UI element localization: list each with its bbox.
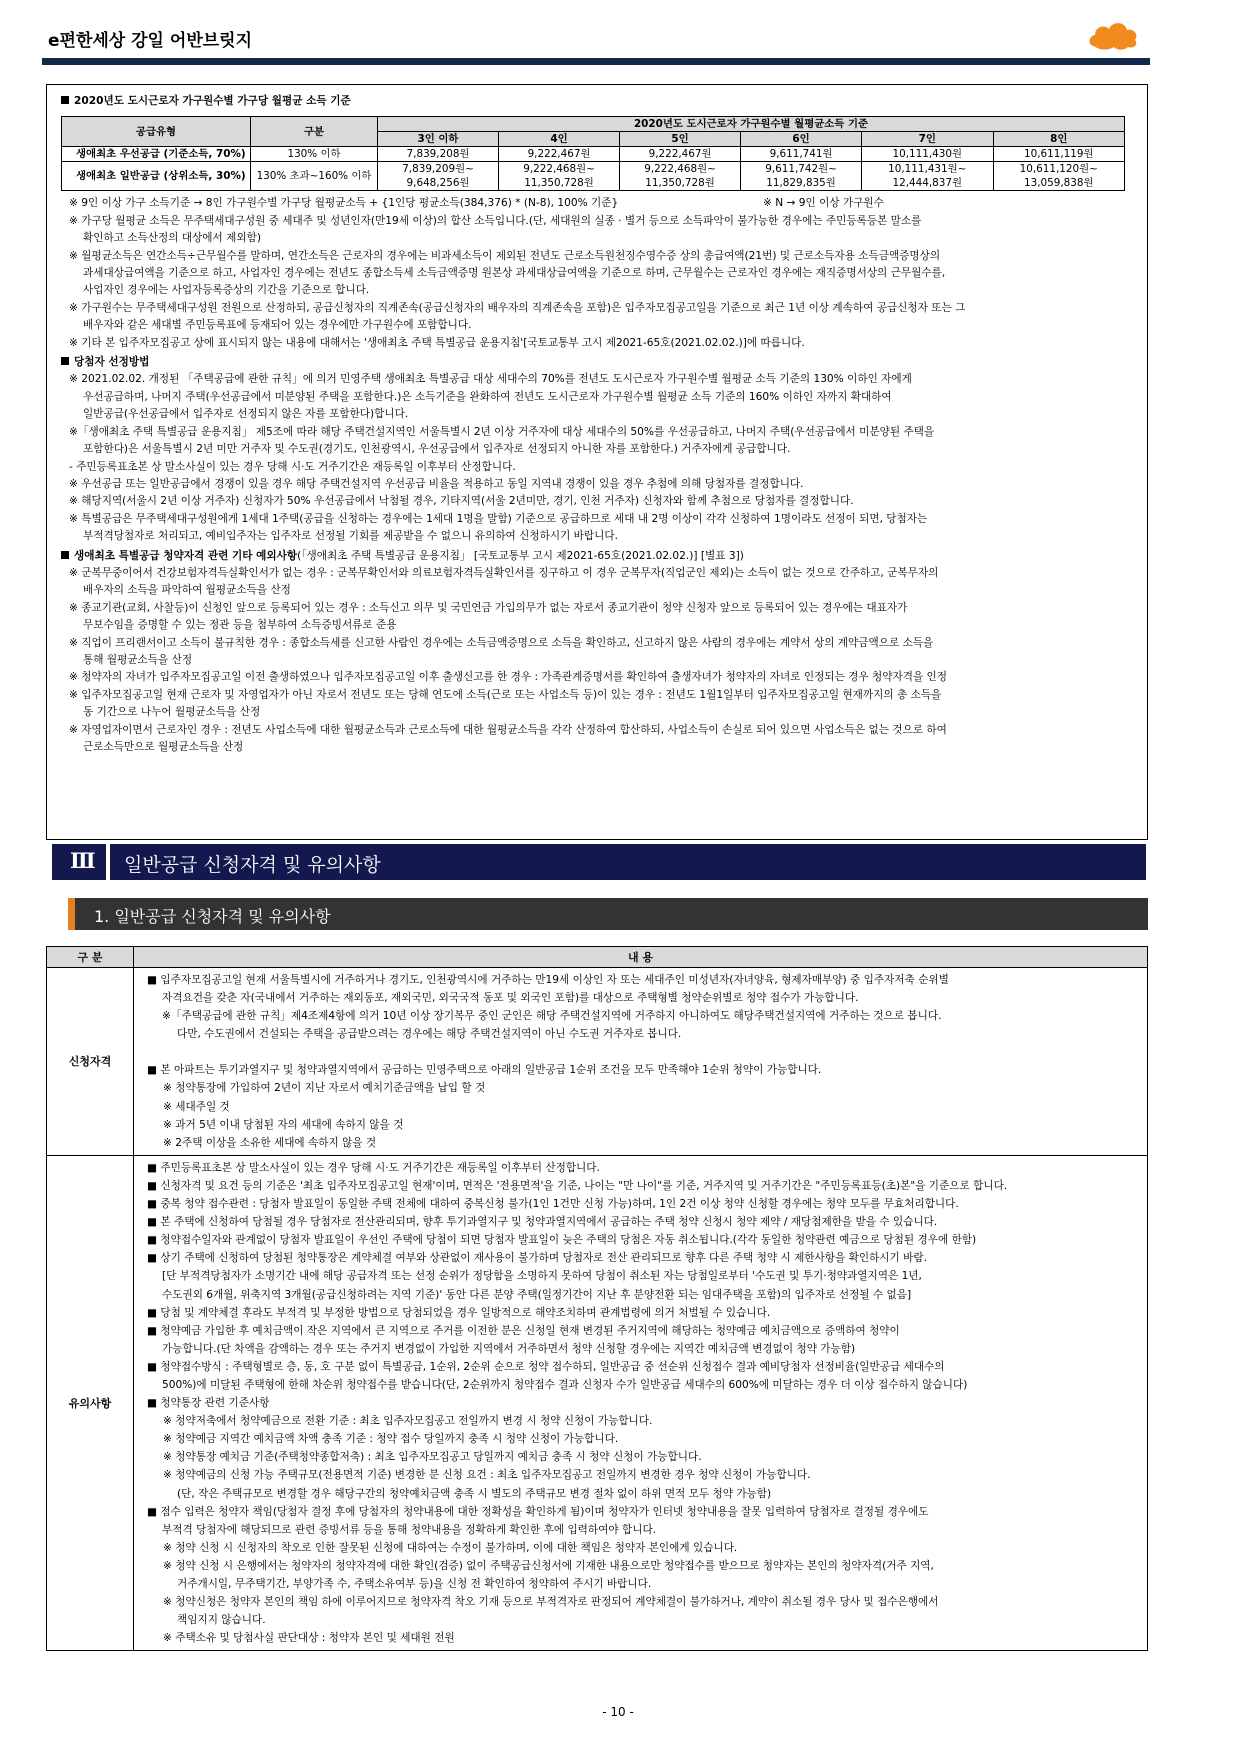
exception-line: 동 기간으로 나누어 월평균소득을 산정 [83,706,261,719]
exception-line: 근로소득만으로 월평균소득을 산정 [83,741,244,753]
qualify-line: ■ 본 아파트는 투기과열지구 및 청약과열지역에서 공급하는 민영주택으로 아래의 일반공급 1순위 조건을 모두 만족해야 1순위 청약이 가능합니다. [147,1064,822,1077]
winner-line: 부적격당첨자로 처리되고, 예비입주자는 입주자로 선정될 기회를 제공받을 수 없으니 유의하여 신청하시기 바랍니다. [83,530,618,543]
caution-line: ■ 주민등록표초본 상 말소사실이 있는 경우 당해 시·도 거주기간은 재등록일 이후부터 산정합니다. [147,1161,600,1174]
qualify-line: ※ 2주택 이상을 소유한 세대에 속하지 않을 것 [163,1136,377,1149]
exception-line: ※ 청약자의 자녀가 입주자모집공고일 이전 출생하였으나 입주자모집공고일 이후 출생신고를 한 경우 : 가족관계증명서를 확인하여 출생자녀가 청약자의 자녀로 인정되는 경우 청약자격을 인정 [69,671,948,684]
income-size-header: 8인 [993,132,1124,147]
income-size-header: 3인 이하 [378,132,499,147]
table-row-caution [47,1155,1148,1651]
caution-line: ■ 신청자격 및 요건 등의 기준은 '최초 입주자모집공고일 현재'이며, 면적은 '전용면적'을 기준, 나이는 "만 나이"를 기준, 거주지역 및 거주기간은 "주민등록표등(초)본"을 기준으로 합니다. [147,1179,1008,1192]
income-col-group: 2020년도 도시근로자 가구원수별 월평균소득 기준 [378,117,1125,132]
exception-line: ※ 종교기관(교회, 사찰등)이 신청인 앞으로 등록되어 있는 경우 : 소득신고 의무 및 국민연금 가입의무가 없는 자로서 종교기관이 청약 신청자 앞으로 등록되어 있는 경우에는 대표자가 [69,601,908,614]
document-header-title: e편한세상 강일 어반브릿지 [48,31,253,51]
caution-line: ※ 청약신청은 청약자 본인의 책임 하에 이루어지므로 청약자격 착오 기재 등으로 부적격자로 판정되어 계약체결이 불가하거나, 계약이 취소될 경우 당사 및 접수은행에서 [163,1596,939,1609]
income-size-header: 6인 [741,132,862,147]
page-number: - 10 - [602,1705,634,1719]
caution-line: ※ 청약예금의 신청 가능 주택규모(전용면적 기준) 변경한 분 신청 요건 : 최초 입주자모집공고 전일까지 변경한 경우 청약 신청이 가능합니다. [163,1469,811,1482]
caution-line: ■ 청약예금 가입한 후 예치금액이 작은 지역에서 큰 지역으로 주거를 이전한 분은 신청일 현재 변경된 주거지역에 해당하는 청약예금 예치금액으로 증액하여 청약이 [147,1324,900,1337]
winner-section-title: 당첨자 선정방법 [61,354,1133,371]
income-note: ※ 가구원수는 무주택세대구성원 전원으로 산정하되, 공급신청자의 직계존속(공급신청자의 배우자의 직계존속을 포함)은 입주자모집공고일을 기준으로 최근 1년 이상 계속하여 공급신청자 또는 그 [69,301,966,314]
caution-line: ※ 청약예금 지역간 예치금액 차액 충족 기준 : 청약 접수 당일까지 충족 시 청약 신청이 가능합니다. [163,1433,619,1446]
qualify-label: 신청자격 [47,968,134,1156]
caution-line: 책임지지 않습니다. [177,1614,266,1627]
income-size-header: 5인 [620,132,741,147]
income-row-div: 130% 이하 [251,147,378,162]
income-note-cont: 사업자인 경우에는 사업자등록증상의 기간을 기준으로 합니다. [83,284,370,297]
qualify-line: 다만, 수도권에서 건설되는 주택을 공급받으려는 경우에는 해당 주택건설지역이 아닌 수도권 거주자로 봅니다. [177,1028,682,1041]
caution-line: 500%)에 미달된 주택형에 한해 차순위 청약접수를 받습니다(단, 2순위까지 청약접수 결과 신청자 수가 일반공급 세대수의 600%에 미달하는 경우 더 이상 접수하지 않습니다) [162,1378,968,1391]
caution-content [135,1157,1146,1650]
winner-line: ※「생애최초 주택 특별공급 운용지침」 제5조에 따라 해당 주택건설지역인 서울특별시 2년 이상 거주자에 대상 세대수의 50%를 우선공급하고, 나머지 주택(우선공급에서 미분양된 주택을 [69,425,935,438]
qualify-line: ※「주택공급에 관한 규칙」제4조제4항에 의거 10년 이상 장기복무 중인 군인은 해당 주택건설지역에 거주하지 아니하여도 해당주택건설지역에 거주하는 것으로 봅니다. [162,1010,942,1023]
caution-line: ※ 청약저축에서 청약예금으로 전환 기준 : 최초 입주자모집공고 전일까지 변경 시 청약 신청이 가능합니다. [163,1415,653,1428]
income-note-cont: 과세대상급여액을 기준으로 하고, 사업자인 경우에는 전년도 종합소득세 소득금액증명 원본상 과세대상급여액을 기준으로 하며, 근무월수는 근로자인 경우에는 재직증명서상의 근무월수를, [83,267,946,280]
income-cell: 9,222,467원 [620,147,741,162]
caution-line: ■ 점수 입력은 청약자 책임(당첨자 결정 후에 당첨자의 청약내용에 대한 정확성을 확인하게 됨)이며 청약자가 인터넷 청약내용을 잘못 입력하여 당첨자로 결정될 경우에도 [147,1505,929,1518]
winner-line: ※ 특별공급은 무주택세대구성원에게 1세대 1주택(공급을 신청하는 경우에는 1세대 1명을 말함) 기준으로 공급하므로 세대 내 2명 이상이 각각 신청하여 1명이라도 선정이 되면, 당첨자는 [69,512,928,525]
subsection-banner [68,898,1148,930]
income-cell: 10,611,119원 [993,147,1124,162]
table-col-content: 내 용 [134,947,1148,968]
income-row-type: 생애최초 일반공급 (상위소득, 30%) [62,162,251,191]
winner-line: 포함한다)은 서울특별시 2년 미만 거주자 및 수도권(경기도, 인천광역시, 우선공급에서 입주자로 선정되지 아니한 자를 포함한다.) 거주자에게 공급합니다. [83,443,791,456]
income-cell: 10,111,431원~ 12,444,837원 [862,162,993,191]
income-note: ※ 월평균소득은 연간소득÷근무월수를 말하며, 연간소득은 근로자의 경우에는 비과세소득이 제외된 전년도 근로소득원천징수영수증 상의 총급여액(21번) 및 근로소득자용 소득금액증명상의 [69,249,941,262]
caution-line: ■ 중복 청약 접수관련 : 당첨자 발표일이 동일한 주택 전체에 대하여 중복신청 불가(1인 1건만 신청 가능)하며, 1인 2건 이상 청약 신청할 경우에는 청약 모두를 무효처리합니다. [147,1198,959,1211]
income-row-type: 생애최초 우선공급 (기준소득, 70%) [62,147,251,162]
income-note-cont: 확인하고 소득산정의 대상에서 제외함) [83,232,261,245]
chapter-number: Ⅲ [70,848,96,873]
winner-line: 우선공급하며, 나머지 주택(우선공급에서 미분양된 주택을 포함한다.)은 소득기준을 완화하여 전년도 도시근로자 가구원수별 월평균 소득 기준의 160% 이하인 자까지 확대하여 [83,390,892,403]
income-table [61,116,1125,191]
winner-line: ※ 2021.02.02. 개정된 「주택공급에 관한 규칙」에 의거 민영주택 생애최초 특별공급 대상 세대수의 70%를 전년도 도시근로자 가구원수별 월평균 소득 기준의 130% 이하인 자에게 [69,373,912,386]
caution-label: 유의사항 [47,1155,134,1651]
income-section-title: 2020년도 도시근로자 가구원수별 가구당 월평균 소득 기준 [61,93,1133,110]
winner-line: - 주민등록표초본 상 말소사실이 있는 경우 당해 시·도 거주기간은 재등록일 이후부터 산정합니다. [69,460,516,473]
income-note: ※ N → 9인 이상 가구원수 [763,197,884,210]
subsection-title: 1. 일반공급 신청자격 및 유의사항 [94,907,331,926]
income-cell: 9,611,741원 [741,147,862,162]
table-col-div: 구 분 [47,947,134,968]
income-cell: 9,611,742원~ 11,829,835원 [741,162,862,191]
exception-section-title: 생애최초 특별공급 청약자격 관련 기타 예외사항(「생애최초 주택 특별공급 운용지침」 [국토교통부 고시 제2021-65호(2021.02.02.)] [별표 3]) [61,548,1133,565]
winner-line: 일반공급(우선공급에서 입주자로 선정되지 않은 자를 포함한다)합니다. [83,408,409,421]
income-cell: 9,222,468원~ 11,350,728원 [499,162,620,191]
caution-line: 가능합니다.(단 차액을 감액하는 경우 또는 주거지 변경없이 가입한 지역에서 거주하면서 청약 신청할 경우에는 지역간 예치금액 변경없이 청약 가능함) [162,1342,856,1355]
income-note: ※ 9인 이상 가구 소득기준 → 8인 가구원수별 가구당 월평균소득 + {1인당 평균소득(384,376) * (N-8), 100% 기준} [69,197,619,210]
caution-line: [단 부적격당첨자가 소명기간 내에 해당 공급자격 또는 선정 순위가 정당함을 소명하지 못하여 당첨이 취소된 자는 당첨일로부터 '수도권 및 투기·청약과열지역은 1년, [162,1270,922,1283]
exception-line: ※ 입주자모집공고일 현재 근로자 및 자영업자가 아닌 자로서 전년도 또는 당해 연도에 소득(근로 또는 사업소득 등)이 있는 경우 : 전년도 1월1일부터 입주자모집공고일 현재까지의 총 소득을 [69,688,942,701]
winner-line: ※ 우선공급 또는 일반공급에서 경쟁이 있을 경우 해당 주택건설지역 우선공급 비율을 적용하고 동일 지역내 경쟁이 있을 경우 추첨에 의해 당첨자를 결정합니다. [69,477,804,490]
caution-line: ※ 청약통장 예치금 기준(주택청약종합저축) : 최초 입주자모집공고 당일까지 예치금 충족 시 청약 신청이 가능합니다. [163,1451,702,1464]
qualify-content [135,969,1146,1154]
income-size-header: 4인 [499,132,620,147]
caution-line: ■ 청약통장 관련 기준사항 [147,1397,270,1410]
caution-line: 거주개시일, 무주택기간, 부양가족 수, 주택소유여부 등)을 신청 전 확인하여 청약하여 주시기 바랍니다. [177,1578,652,1590]
income-note-cont: 배우자와 같은 세대별 주민등록표에 등재되어 있는 경우에만 가구원수에 포함합니다. [83,319,472,332]
income-cell: 7,839,208원 [378,147,499,162]
income-cell: 7,839,209원~ 9,648,256원 [378,162,499,191]
special-supply-box [46,84,1148,840]
income-row-div: 130% 초과~160% 이하 [251,162,378,191]
income-row [62,147,1125,162]
income-cell: 10,111,430원 [862,147,993,162]
chapter-title: 일반공급 신청자격 및 유의사항 [124,854,381,876]
caution-line: ※ 청약 신청 시 신청자의 착오로 인한 잘못된 신청에 대하여는 수정이 불가하며, 이에 대한 책임은 청약자 본인에게 있습니다. [163,1541,738,1554]
orange-cloud-logo-icon [1086,18,1140,54]
exception-line: 통해 월평균소득을 산정 [83,653,193,666]
caution-line: 수도권외 6개월, 위축지역 3개월(공급신청하려는 지역 기준)' 동안 다른 분양 주택(일정기간이 지난 후 분양전환 되는 임대주택을 포함)의 입주자로 선정될 수 없음] [162,1288,912,1301]
income-col-div: 구분 [251,117,378,147]
income-note: ※ 기타 본 입주자모집공고 상에 표시되지 않는 내용에 대해서는 '생애최초 주택 특별공급 운용지침'[국토교통부 고시 제2021-65호(2021.02.02.)]에 따릅니다. [69,336,805,349]
exception-line: 무보수임을 증명할 수 있는 정관 등을 첨부하여 소득증빙서류로 준용 [83,619,397,632]
qualify-line: ※ 세대주일 것 [163,1100,230,1113]
exception-line: ※ 군복무중이어서 건강보험자격득실확인서가 없는 경우 : 군복무확인서와 의료보험자격득실확인서를 징구하고 이 경우 군복무자(직업군인 제외)는 소득이 없는 것으로 간주하고, 군복무자의 [69,566,939,579]
income-row [62,162,1125,191]
header-rule [42,58,1150,65]
qualify-line: ※ 청약통장에 가입하여 2년이 지난 자로서 예치기준금액을 납입 할 것 [163,1082,486,1095]
exception-line: 배우자의 소득을 파악하여 월평균소득을 산정 [83,584,291,597]
exception-line: ※ 직업이 프리랜서이고 소득이 불규칙한 경우 : 종합소득세를 신고한 사람인 경우에는 소득금액증명으로 소득을 확인하고, 신고하지 않은 사람의 경우에는 계약서 상의 계약금액으로 소득을 [69,636,934,649]
chapter-divider [106,844,110,880]
caution-line: 부적격 당첨자에 해당되므로 관련 증빙서류 등을 통해 청약내용을 정확하게 확인한 후에 입력하여야 합니다. [162,1523,657,1536]
general-supply-table [46,946,1148,1651]
qualify-line: ※ 과거 5년 이내 당첨된 자의 세대에 속하지 않을 것 [163,1118,404,1131]
winner-line: ※ 해당지역(서울시 2년 이상 거주자) 신청자가 50% 우선공급에서 낙첨될 경우, 기타지역(서울 2년미만, 경기, 인천 거주자) 신청자와 함께 추첨으로 당첨자를 결정합니다. [69,495,854,508]
caution-line: ■ 당첨 및 계약체결 후라도 부적격 및 부정한 방법으로 당첨되었을 경우 일방적으로 해약조치하며 관계법령에 의거 처벌될 수 있습니다. [147,1306,771,1319]
caution-line: ※ 청약 신청 시 은행에서는 청약자의 청약자격에 대한 확인(검증) 없이 주택공급신청서에 기재한 내용으로만 청약접수를 받으므로 청약자는 본인의 청약자격(거주 지역, [163,1559,934,1572]
income-cell: 9,222,468원~ 11,350,728원 [620,162,741,191]
income-note: ※ 가구당 월평균 소득은 무주택세대구성원 중 세대주 및 성년인자(만19세 이상)의 합산 소득입니다.(단, 세대원의 실종 · 별거 등으로 소득파악이 불가능한 경우에는 주민등록등본 말소를 [69,214,922,227]
qualify-line: 자격요건을 갖춘 자(국내에서 거주하는 재외동포, 재외국민, 외국국적 동포 및 외국인 포함)를 대상으로 주택형별 청약순위별로 청약 접수가 가능합니다. [162,992,859,1005]
caution-line: ※ 주택소유 및 당첨사실 판단대상 : 청약자 본인 및 세대원 전원 [163,1632,455,1645]
exception-line: ※ 자영업자이면서 근로자인 경우 : 전년도 사업소득에 대한 월평균소득과 근로소득에 대한 월평균소득을 각각 산정하여 합산하되, 사업소득이 손실로 되어 있으면 사업소득은 없는 것으로 하여 [69,723,947,736]
caution-line: ■ 청약접수일자와 관계없이 당첨자 발표일이 우선인 주택에 당첨이 되면 당첨자 발표일이 늦은 주택의 당첨은 자동 취소됩니다.(각각 동일한 청약관련 예금으로 당첨된 경우에 한함) [147,1234,977,1247]
income-cell: 10,611,120원~ 13,059,838원 [993,162,1124,191]
caution-line: (단, 작은 주택규모로 변경할 경우 해당구간의 청약예치금액 충족 시 별도의 주택규모 변경 절차 없이 하위 면적 모두 청약 가능함) [177,1487,772,1500]
income-col-type: 공급유형 [62,117,251,147]
caution-line: ■ 본 주택에 신청하여 당첨될 경우 당첨자로 전산관리되며, 향후 투기과열지구 및 청약과열지역에서 공급하는 주택 청약 신청시 청약 제약 / 재당첨제한을 받을 수 있습니다. [147,1216,938,1229]
income-cell: 9,222,467원 [499,147,620,162]
income-note-line [61,195,1133,212]
caution-line: ■ 상기 주택에 신청하여 당첨된 청약통장은 계약체결 여부와 상관없이 재사용이 불가하며 당첨자로 전산 관리되므로 향후 다른 주택 청약 시 제한사항을 확인하시기 바람. [147,1252,927,1265]
table-row-qualify [47,968,1148,1156]
income-size-header: 7인 [862,132,993,147]
chapter-banner [52,844,1146,880]
caution-line: ■ 청약접수방식 : 주택형별로 층, 동, 호 구분 없이 특별공급, 1순위, 2순위 순으로 청약 접수하되, 일반공급 중 선순위 신청접수 결과 예비당첨자 선정비율(일반공급 세대수의 [147,1360,945,1373]
qualify-line: ■ 입주자모집공고일 현재 서울특별시에 거주하거나 경기도, 인천광역시에 거주하는 만19세 이상인 자 또는 세대주인 미성년자(자녀양육, 형제자매부양) 중 입주자저축 순위별 [147,974,949,986]
subsection-accent [68,898,75,930]
